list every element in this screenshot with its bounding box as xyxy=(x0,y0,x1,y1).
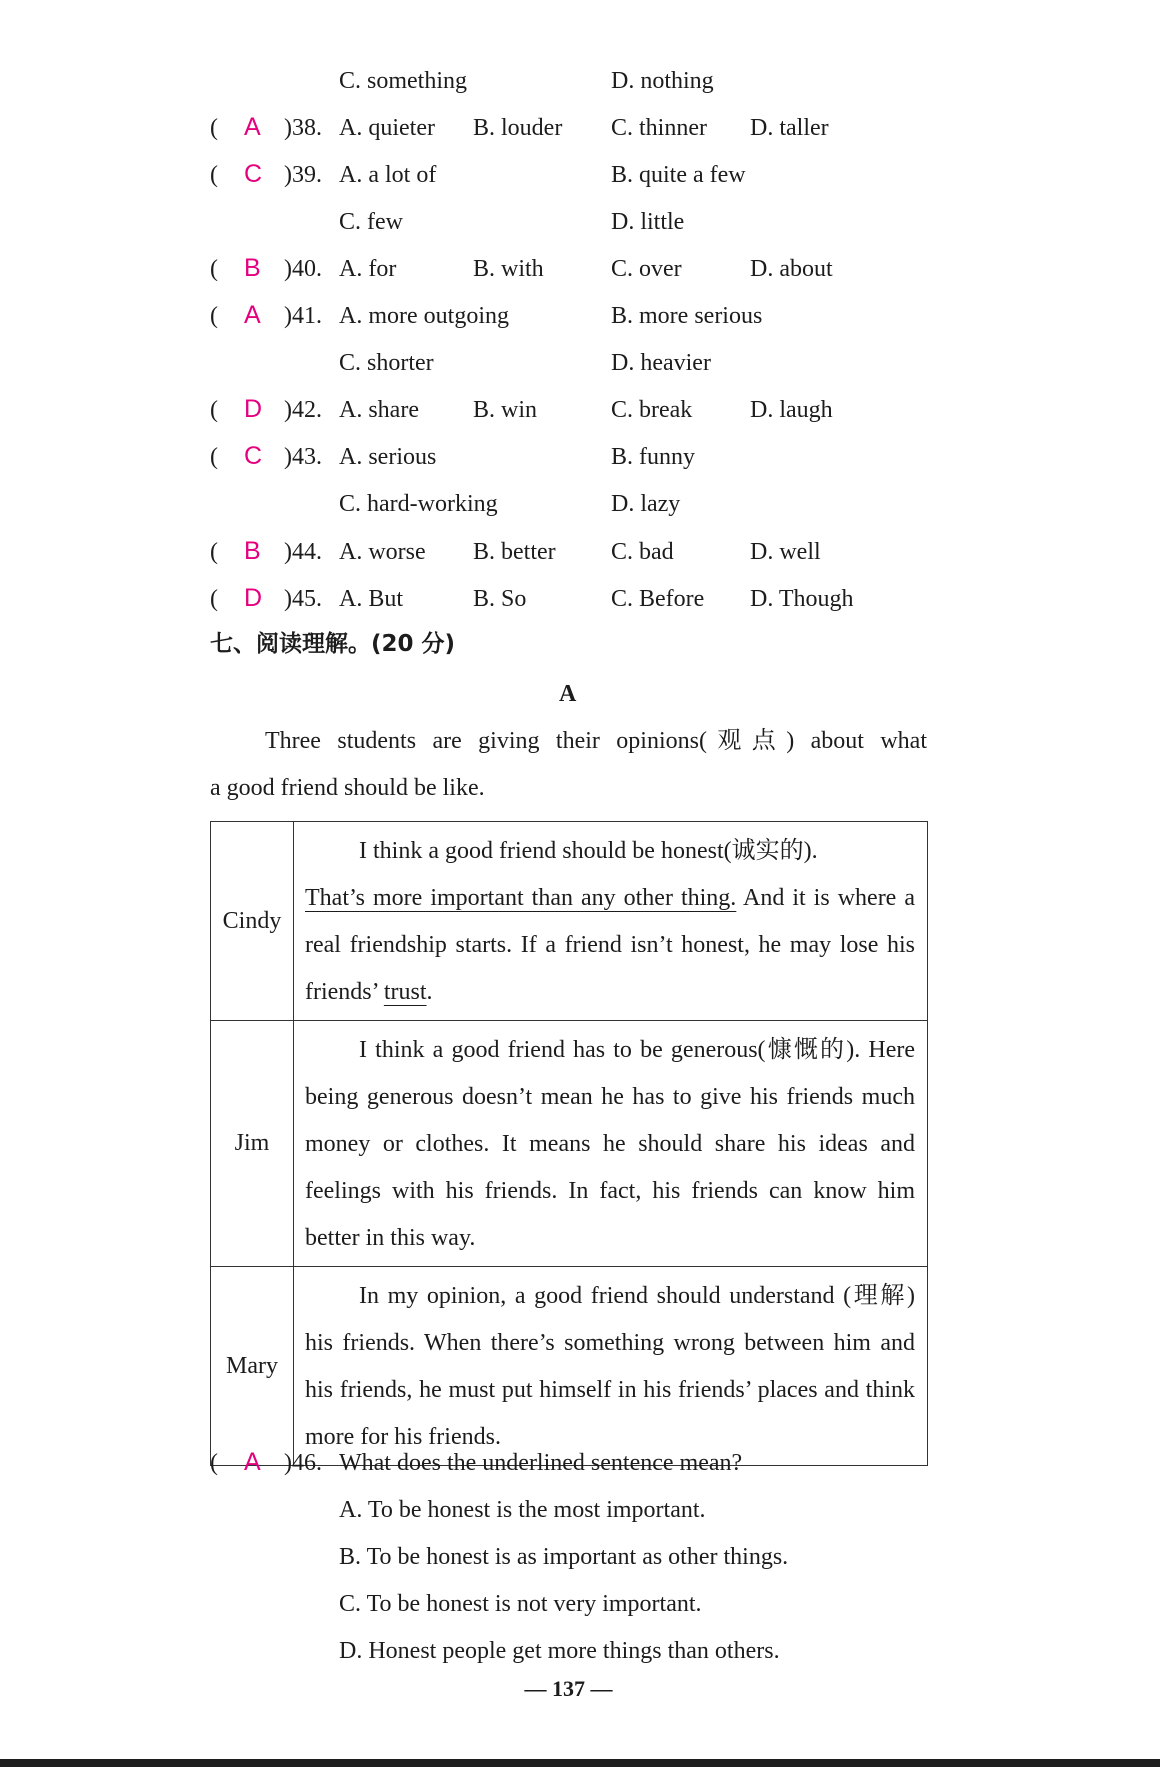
option-d: D. about xyxy=(750,256,833,282)
option-b: B. quite a few xyxy=(611,162,746,188)
option-c: C. something xyxy=(339,68,468,94)
table-row-mary xyxy=(211,1267,928,1466)
answer-mark: B xyxy=(244,537,261,565)
question-number: )39. xyxy=(284,162,322,188)
option-c: C. shorter xyxy=(339,350,434,376)
answer-mark: D xyxy=(244,395,263,423)
option-b: B. with xyxy=(473,256,544,282)
answer-mark: A xyxy=(244,113,261,141)
option-c: C. hard-working xyxy=(339,491,498,517)
opinion-text: And it is where a real friendship starts. If a friend isn’t honest, he may lose his friends’ xyxy=(305,885,915,1005)
open-paren: ( xyxy=(210,256,218,282)
option-d: D. Honest people get more things than others. xyxy=(339,1638,780,1664)
option-d: D. laugh xyxy=(750,397,833,423)
opinion-sentence: I think a good friend should be honest(诚实的). xyxy=(359,838,818,864)
option-b: B. To be honest is as important as other things. xyxy=(339,1544,789,1570)
open-paren: ( xyxy=(210,1450,218,1476)
open-paren: ( xyxy=(210,162,218,188)
answer-mark: D xyxy=(244,584,263,612)
page-number: — 137 — xyxy=(524,1676,613,1701)
question-number: )43. xyxy=(284,444,322,470)
answer-mark: C xyxy=(244,442,263,470)
option-c: C. bad xyxy=(611,539,674,565)
open-paren: ( xyxy=(210,115,218,141)
open-paren: ( xyxy=(210,397,218,423)
option-c: C. To be honest is not very important. xyxy=(339,1591,702,1617)
table-row-jim xyxy=(211,1021,928,1267)
option-d: D. taller xyxy=(750,115,829,141)
answer-mark: A xyxy=(244,301,261,329)
option-c: C. thinner xyxy=(611,115,707,141)
option-a: A. To be honest is the most important. xyxy=(339,1497,706,1523)
option-b: B. win xyxy=(473,397,538,423)
answer-mark: A xyxy=(244,1448,261,1476)
option-a: A. share xyxy=(339,397,419,423)
question-number: )45. xyxy=(284,586,322,612)
option-d: D. Though xyxy=(750,586,854,612)
question-number: )41. xyxy=(284,303,322,329)
underlined-sentence: That’s more important than any other thing. xyxy=(305,885,737,911)
question-number: )42. xyxy=(284,397,322,423)
passage-label: A xyxy=(559,681,577,707)
option-a: A. a lot of xyxy=(339,162,437,188)
open-paren: ( xyxy=(210,303,218,329)
question-number: )44. xyxy=(284,539,322,565)
option-a: A. for xyxy=(339,256,397,282)
question-number: )46. xyxy=(284,1450,322,1476)
student-opinion xyxy=(294,822,928,1021)
option-b: B. So xyxy=(473,586,527,612)
student-opinion: In my opinion, a good friend should understand (理解) his friends. When there’s something wrong between him and his friends, he must put himself in his friends’ places and think more for his friends. xyxy=(294,1267,928,1466)
answer-mark: C xyxy=(244,160,263,188)
open-paren: ( xyxy=(210,586,218,612)
underlined-word: trust xyxy=(383,979,427,1005)
table-row-cindy xyxy=(211,822,928,1021)
student-opinion: I think a good friend has to be generous(慷慨的). Here being generous doesn’t mean he has to give his friends much money or clothes. It means he should share his ideas and feelings with his friends. In fact, his friends can know him better in this way. xyxy=(294,1021,928,1267)
option-d: D. nothing xyxy=(611,68,714,94)
option-d: D. little xyxy=(611,209,685,235)
opinions-table xyxy=(210,821,928,1466)
option-b: B. more serious xyxy=(611,303,763,329)
option-b: B. funny xyxy=(611,444,695,470)
student-name: Jim xyxy=(211,1021,294,1267)
bottom-border xyxy=(0,1759,1160,1767)
option-b: B. better xyxy=(473,539,556,565)
open-paren: ( xyxy=(210,444,218,470)
option-c: C. over xyxy=(611,256,682,282)
option-a: A. worse xyxy=(339,539,426,565)
section-title: 七、阅读理解。(20 分) xyxy=(210,631,456,657)
option-a: A. serious xyxy=(339,444,437,470)
option-b: B. louder xyxy=(473,115,563,141)
option-a: A. But xyxy=(339,586,404,612)
option-c: C. Before xyxy=(611,586,705,612)
option-d: D. well xyxy=(750,539,821,565)
question-number: )40. xyxy=(284,256,322,282)
option-c: C. break xyxy=(611,397,693,423)
option-d: D. lazy xyxy=(611,491,681,517)
student-name: Cindy xyxy=(211,822,294,1021)
option-a: A. quieter xyxy=(339,115,435,141)
open-paren: ( xyxy=(210,539,218,565)
option-a: A. more outgoing xyxy=(339,303,509,329)
option-c: C. few xyxy=(339,209,403,235)
answer-mark: B xyxy=(244,254,261,282)
opinion-end: . xyxy=(426,979,433,1005)
question-stem: What does the underlined sentence mean? xyxy=(339,1450,743,1476)
intro-line-1: Three students are giving their opinions(观点) about what xyxy=(265,728,927,754)
option-d: D. heavier xyxy=(611,350,711,376)
student-name: Mary xyxy=(211,1267,294,1466)
intro-line-2: a good friend should be like. xyxy=(210,775,485,801)
question-number: )38. xyxy=(284,115,322,141)
